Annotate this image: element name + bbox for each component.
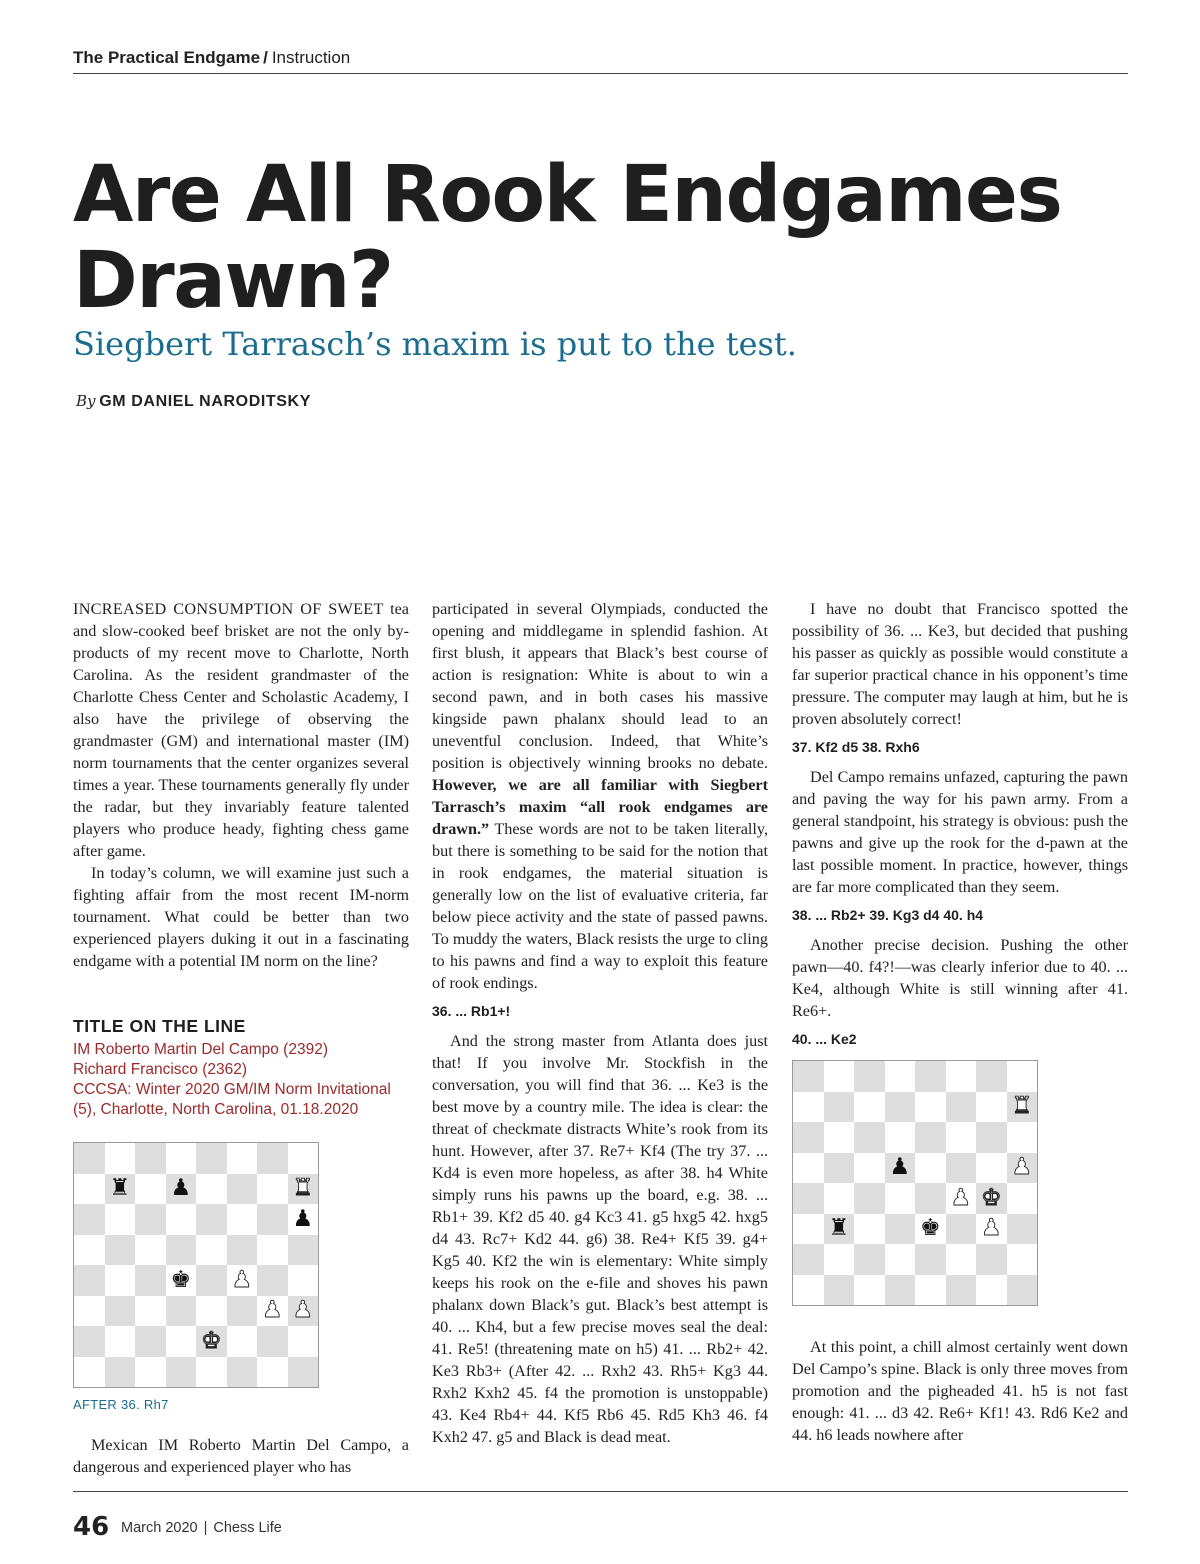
square-b5 <box>105 1235 136 1266</box>
footer-separator: | <box>203 1520 208 1536</box>
square-c7 <box>135 1174 166 1205</box>
black-rook-icon: ♜ <box>109 1175 131 1202</box>
square-h8 <box>1007 1061 1038 1092</box>
square-g1 <box>976 1275 1007 1306</box>
square-b5 <box>824 1153 855 1184</box>
square-e2 <box>915 1244 946 1275</box>
square-f7 <box>227 1174 258 1205</box>
square-a5 <box>793 1153 824 1184</box>
col3-paragraph-2: Del Campo remains unfazed, capturing the pawn and paving the way for his pawn army. From a general standpoint, his strategy is obvious: push the pawns and give up the rook for the d-pawn at the last possible moment. In practice, however, things are far more complicated than they seem. <box>792 768 1128 896</box>
diagram-caption: AFTER 36. Rh7 <box>73 1397 169 1412</box>
col2-p1-bold: However, we are all familiar with Siegbert Tarrasch’s maxim “all rook endgames are drawn.” <box>432 776 768 838</box>
square-c2 <box>135 1326 166 1357</box>
square-h5 <box>1007 1153 1038 1184</box>
square-c4 <box>135 1265 166 1296</box>
black-pawn-icon: ♟ <box>292 1205 314 1232</box>
square-d4 <box>166 1265 197 1296</box>
column-1 <box>73 598 409 1478</box>
magazine-name: Chess Life <box>213 1520 282 1536</box>
square-e6 <box>915 1122 946 1153</box>
square-a8 <box>793 1061 824 1092</box>
square-d1 <box>166 1357 197 1388</box>
square-h5 <box>288 1235 319 1266</box>
square-f6 <box>227 1204 258 1235</box>
square-d1 <box>885 1275 916 1306</box>
square-e1 <box>915 1275 946 1306</box>
square-c8 <box>854 1061 885 1092</box>
square-f2 <box>946 1244 977 1275</box>
square-g6 <box>257 1204 288 1235</box>
square-f2 <box>227 1326 258 1357</box>
square-b1 <box>105 1357 136 1388</box>
white-pawn-icon: ♟ <box>261 1297 283 1324</box>
lead-in-caps: INCREASED CONSUMPTION OF SWEET <box>73 600 384 618</box>
square-g7 <box>976 1092 1007 1123</box>
white-pawn-icon: ♟ <box>1011 1154 1033 1181</box>
square-d7 <box>166 1174 197 1205</box>
square-d8 <box>885 1061 916 1092</box>
white-rook-icon: ♜ <box>292 1175 314 1202</box>
square-f4 <box>227 1265 258 1296</box>
square-c1 <box>854 1275 885 1306</box>
square-f7 <box>946 1092 977 1123</box>
square-c6 <box>135 1204 166 1235</box>
square-f6 <box>946 1122 977 1153</box>
square-g7 <box>257 1174 288 1205</box>
square-a5 <box>74 1235 105 1266</box>
square-a7 <box>793 1092 824 1123</box>
square-g2 <box>257 1326 288 1357</box>
square-f5 <box>227 1235 258 1266</box>
square-b2 <box>824 1244 855 1275</box>
square-d6 <box>166 1204 197 1235</box>
square-f3 <box>946 1214 977 1245</box>
footer-info <box>121 1520 282 1536</box>
square-d4 <box>885 1183 916 1214</box>
footer-rule <box>73 1491 1128 1492</box>
square-b6 <box>824 1122 855 1153</box>
square-b8 <box>105 1143 136 1174</box>
square-h1 <box>1007 1275 1038 1306</box>
white-pawn-icon: ♟ <box>231 1266 253 1293</box>
game-header <box>73 1040 409 1120</box>
col1-paragraph-2: In today’s column, we will examine just such a fighting affair from the most recent IM-norm tournament. What could be better than two experienced players duking it out in a fascinating endgame with a potential IM norm on the line? <box>73 864 409 970</box>
square-e3 <box>915 1214 946 1245</box>
square-a4 <box>793 1183 824 1214</box>
square-g8 <box>976 1061 1007 1092</box>
square-e5 <box>196 1235 227 1266</box>
byline-author: GM DANIEL NARODITSKY <box>99 393 311 410</box>
black-pawn-icon: ♟ <box>170 1175 192 1202</box>
square-h4 <box>288 1265 319 1296</box>
white-pawn-icon: ♟ <box>950 1184 972 1211</box>
square-c4 <box>854 1183 885 1214</box>
square-h6 <box>1007 1122 1038 1153</box>
square-b1 <box>824 1275 855 1306</box>
square-g4 <box>257 1265 288 1296</box>
square-e2 <box>196 1326 227 1357</box>
white-rook-icon: ♜ <box>1011 1093 1033 1120</box>
white-king-icon: ♚ <box>980 1184 1002 1211</box>
square-h7 <box>288 1174 319 1205</box>
game-event: CCCSA: Winter 2020 GM/IM Norm Invitational (5), Charlotte, North Carolina, 01.18.2020 <box>73 1081 391 1118</box>
square-d3 <box>166 1296 197 1327</box>
square-h2 <box>1007 1244 1038 1275</box>
square-d8 <box>166 1143 197 1174</box>
square-h2 <box>288 1326 319 1357</box>
section-heading: TITLE ON THE LINE <box>73 1016 246 1036</box>
square-a2 <box>74 1326 105 1357</box>
black-king-icon: ♚ <box>919 1215 941 1242</box>
square-c7 <box>854 1092 885 1123</box>
move-notation-3: 38. ... Rb2+ 39. Kg3 d4 40. h4 <box>792 907 984 923</box>
page-number: 46 <box>73 1512 110 1542</box>
square-a2 <box>793 1244 824 1275</box>
byline-by: By <box>76 392 96 410</box>
square-e5 <box>915 1153 946 1184</box>
col3-paragraph-1: I have no doubt that Francisco spotted the possibility of 36. ... Ke3, but decided that pushing his passer as quickly as possible would constitute a far superior practical chance in his opponent’s time pressure. The computer may laugh at him, but he is proven absolutely correct! <box>792 600 1128 728</box>
square-e7 <box>915 1092 946 1123</box>
square-a3 <box>793 1214 824 1245</box>
col2-p1-end: These words are not to be taken literally, but there is something to be said for the notion that in rook endgames, the material situation is generally low on the list of evaluative criteria, far below piece activity and the state of passed pawns. To muddy the waters, Black resists the urge to cling to his pawns and find a way to exploit this feature of rook endings. <box>432 820 768 992</box>
square-d5 <box>166 1235 197 1266</box>
square-c8 <box>135 1143 166 1174</box>
square-f4 <box>946 1183 977 1214</box>
square-f5 <box>946 1153 977 1184</box>
square-h1 <box>288 1357 319 1388</box>
col2-paragraph-1 <box>432 598 768 994</box>
black-pawn-icon: ♟ <box>889 1154 911 1181</box>
square-c3 <box>854 1214 885 1245</box>
col1-p1-text: tea and slow-cooked beef brisket are not the only by-products of my recent move to Charlotte, North Carolina. As the resident grandmaster of the Charlotte Chess Center and Scholastic Academy, I also have the privilege of observing the grandmaster (GM) and international master (IM) norm tournaments that the center organizes several times a year. These tournaments generally fly under the radar, but they invariably feature talented players who produce heady, fighting chess game after game. <box>73 600 409 860</box>
square-g5 <box>976 1153 1007 1184</box>
title-line-2: Drawn? <box>73 236 393 326</box>
square-c3 <box>135 1296 166 1327</box>
square-g4 <box>976 1183 1007 1214</box>
square-h7 <box>1007 1092 1038 1123</box>
byline <box>76 392 311 411</box>
square-d3 <box>885 1214 916 1245</box>
square-g2 <box>976 1244 1007 1275</box>
square-b8 <box>824 1061 855 1092</box>
white-pawn-icon: ♟ <box>980 1215 1002 1242</box>
square-g1 <box>257 1357 288 1388</box>
square-d2 <box>885 1244 916 1275</box>
square-b3 <box>105 1296 136 1327</box>
square-d2 <box>166 1326 197 1357</box>
square-b4 <box>824 1183 855 1214</box>
article-subtitle: Siegbert Tarrasch’s maxim is put to the test. <box>73 325 797 363</box>
square-c5 <box>135 1235 166 1266</box>
square-f8 <box>227 1143 258 1174</box>
square-e4 <box>915 1183 946 1214</box>
square-e3 <box>196 1296 227 1327</box>
square-b7 <box>105 1174 136 1205</box>
col3-paragraph-4: At this point, a chill almost certainly went down Del Campo’s spine. Black is only three moves from promotion and the pigheaded 41. h5 is not fast enough: 41. ... d3 42. Re6+ Kf1! 43. Rd6 Ke2 and 44. h6 leads nowhere after <box>792 1338 1128 1444</box>
square-h3 <box>288 1296 319 1327</box>
white-king-icon: ♚ <box>200 1327 222 1354</box>
square-b2 <box>105 1326 136 1357</box>
col3-paragraph-3: Another precise decision. Pushing the other pawn—40. f4?!—was clearly inferior due to 40. ... Ke4, although White is still winning after 41. Re6+. <box>792 936 1128 1020</box>
square-a7 <box>74 1174 105 1205</box>
chess-diagram-2 <box>792 1060 1038 1306</box>
square-g5 <box>257 1235 288 1266</box>
square-h6 <box>288 1204 319 1235</box>
move-notation-4: 40. ... Ke2 <box>792 1031 857 1047</box>
article-title <box>73 152 1153 324</box>
issue-date: March 2020 <box>121 1520 198 1536</box>
square-a3 <box>74 1296 105 1327</box>
running-head <box>73 48 1128 74</box>
column-3 <box>792 598 1128 1446</box>
title-line-1: Are All Rook Endgames <box>73 150 1062 240</box>
move-notation-2: 37. Kf2 d5 38. Rxh6 <box>792 739 920 755</box>
square-d5 <box>885 1153 916 1184</box>
square-h3 <box>1007 1214 1038 1245</box>
square-f1 <box>946 1275 977 1306</box>
section-category: Instruction <box>271 48 351 67</box>
square-b4 <box>105 1265 136 1296</box>
col1-paragraph-1 <box>73 598 409 862</box>
square-e4 <box>196 1265 227 1296</box>
square-h8 <box>288 1143 319 1174</box>
square-b7 <box>824 1092 855 1123</box>
square-f1 <box>227 1357 258 1388</box>
square-f3 <box>227 1296 258 1327</box>
square-a4 <box>74 1265 105 1296</box>
square-g3 <box>257 1296 288 1327</box>
square-a6 <box>793 1122 824 1153</box>
col1-paragraph-3: Mexican IM Roberto Martin Del Campo, a dangerous and experienced player who has <box>73 1436 409 1476</box>
move-notation-1: 36. ... Rb1+! <box>432 1003 511 1019</box>
square-c5 <box>854 1153 885 1184</box>
black-king-icon: ♚ <box>170 1266 192 1293</box>
square-d7 <box>885 1092 916 1123</box>
square-d6 <box>885 1122 916 1153</box>
black-rook-icon: ♜ <box>828 1215 850 1242</box>
square-a1 <box>74 1357 105 1388</box>
square-g6 <box>976 1122 1007 1153</box>
header-separator: / <box>263 48 268 67</box>
square-c6 <box>854 1122 885 1153</box>
game-black-player: Richard Francisco (2362) <box>73 1061 248 1078</box>
chess-diagram-1 <box>73 1142 319 1388</box>
square-b6 <box>105 1204 136 1235</box>
square-b3 <box>824 1214 855 1245</box>
section-name: The Practical Endgame <box>73 48 261 67</box>
square-e6 <box>196 1204 227 1235</box>
square-c2 <box>854 1244 885 1275</box>
column-2 <box>432 598 768 1448</box>
square-e8 <box>196 1143 227 1174</box>
square-c1 <box>135 1357 166 1388</box>
square-a1 <box>793 1275 824 1306</box>
square-f8 <box>946 1061 977 1092</box>
square-g3 <box>976 1214 1007 1245</box>
square-e1 <box>196 1357 227 1388</box>
square-e7 <box>196 1174 227 1205</box>
square-h4 <box>1007 1183 1038 1214</box>
game-white-player: IM Roberto Martin Del Campo (2392) <box>73 1041 328 1058</box>
square-a8 <box>74 1143 105 1174</box>
square-a6 <box>74 1204 105 1235</box>
col2-p1-start: participated in several Olympiads, conducted the opening and middlegame in splendid fashion. At first blush, it appears that Black’s best course of action is resignation: White is about to win a second pawn, and in both cases his massive kingside pawn phalanx should lead to an uneventful conclusion. Indeed, that White’s position is objectively winning brooks no debate. <box>432 600 768 772</box>
white-pawn-icon: ♟ <box>292 1297 314 1324</box>
square-g8 <box>257 1143 288 1174</box>
square-e8 <box>915 1061 946 1092</box>
col2-paragraph-2: And the strong master from Atlanta does just that! If you involve Mr. Stockfish in the conversation, you will find that 36. ... Ke3 is the best move by a country mile. The idea is clear: the threat of checkmate distracts White’s rook from its hunt. However, after 37. Re7+ Kf4 (The try 37. ... Kd4 is even more hopeless, as after 38. h4 White simply runs his pawns up the board, e.g. 38. ... Rb1+ 39. Kf2 d5 40. g4 Kc3 41. g5 hxg5 42. hxg5 d4 43. Rc7+ Kd2 44. g6) 38. Re4+ Kf5 39. g4+ Kg5 40. Kf2 the win is elementary: White simply keeps his rook on the e-file and shoves his pawn phalanx down Black’s gut. Black’s best attempt is 40. ... Kh4, but a few precise moves seal the deal: 41. Re5! (threatening mate on h5) 41. ... Rb2+ 42. Ke3 Rb3+ (After 42. ... Rxh2 43. Rh5+ Kg3 44. Rxh2 Kxh2 45. f4 the promotion is unstoppable) 43. Ke4 Rb4+ 44. Kf5 Rb6 45. Rd5 Kh3 46. f4 Kxh2 47. g5 and Black is dead meat. <box>432 1032 768 1446</box>
